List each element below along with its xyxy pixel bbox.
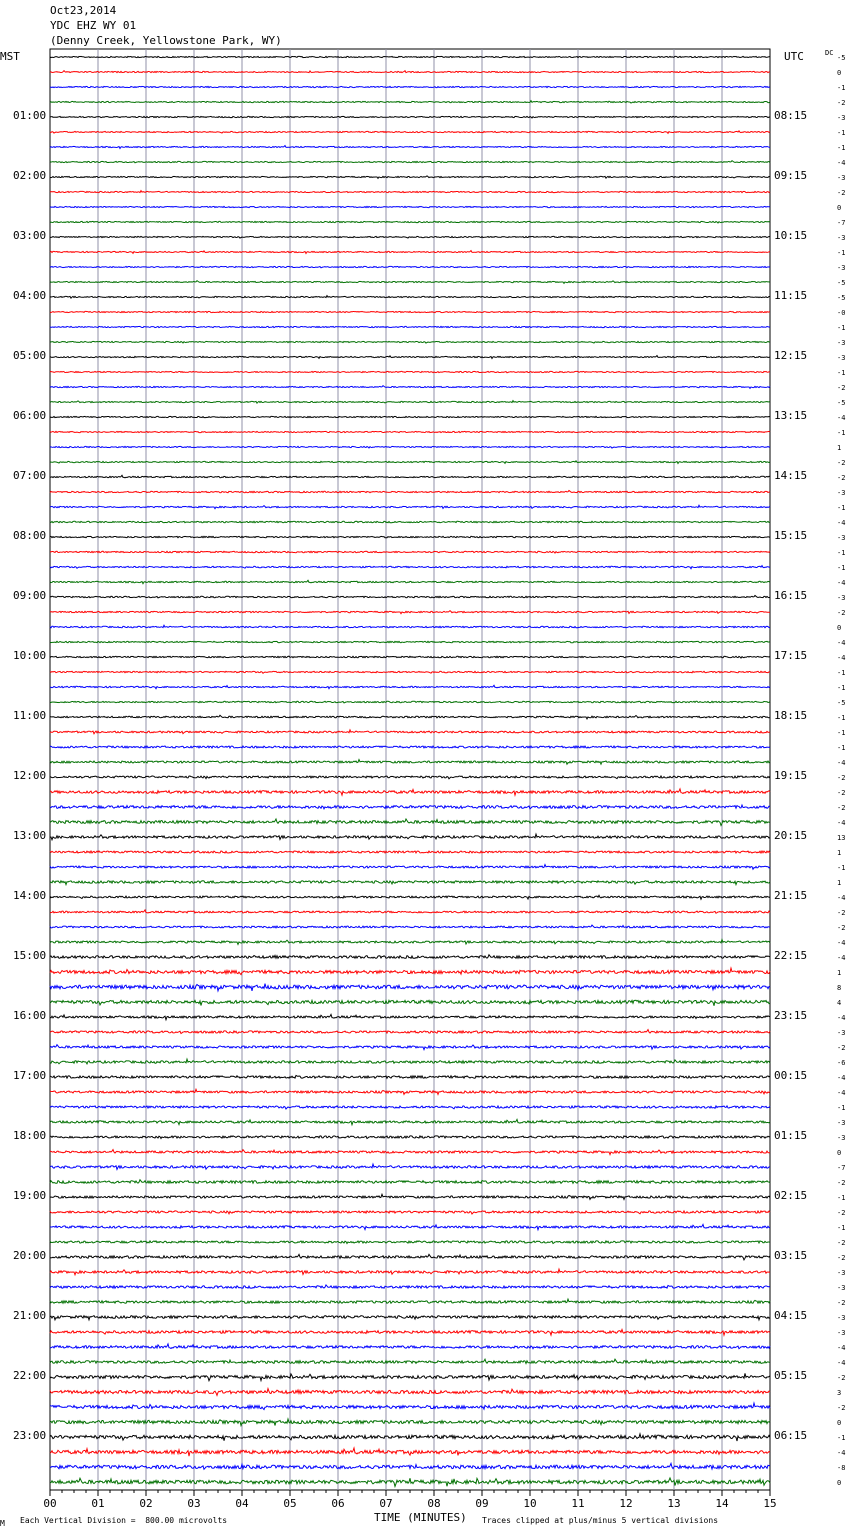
scale-note: Each Vertical Division = 800.00 microvolts [20, 1516, 228, 1525]
dc-offset-label: 1 [837, 444, 842, 452]
dc-offset-label: -5 [837, 294, 846, 302]
seismic-trace [50, 1059, 770, 1064]
x-tick-label: 15 [763, 1497, 777, 1510]
left-hour-label: 23:00 [13, 1429, 47, 1442]
seismic-trace [50, 116, 770, 118]
seismic-trace [50, 895, 770, 899]
dc-offset-label: -4 [837, 159, 846, 167]
dc-offset-label: -1 [837, 1224, 846, 1232]
x-tick-label: 01 [91, 1497, 105, 1510]
seismic-trace [50, 789, 770, 795]
seismic-trace [50, 1448, 770, 1456]
seismic-trace [50, 760, 770, 765]
seismic-trace [50, 1211, 770, 1214]
seismic-trace [50, 521, 770, 522]
dc-offset-label: -5 [837, 54, 846, 62]
seismic-trace [50, 1136, 770, 1139]
dc-offset-label: -1 [837, 369, 846, 377]
right-hour-label: 03:15 [774, 1249, 808, 1262]
seismic-trace [50, 625, 770, 627]
right-hour-label: 04:15 [774, 1309, 808, 1322]
dc-offset-label: -4 [837, 1344, 846, 1352]
seismic-trace [50, 296, 770, 299]
dc-offset-label: -1 [837, 744, 846, 752]
dc-offset-label: -2 [837, 384, 846, 392]
seismic-trace [50, 910, 770, 913]
seismic-trace [50, 1403, 770, 1410]
dc-offset-label: -4 [837, 954, 846, 962]
dc-offset-label: -2 [837, 1374, 846, 1382]
seismic-trace [50, 596, 770, 598]
left-timezone-label: MST [0, 50, 20, 63]
seismic-trace [50, 266, 770, 267]
dc-offset-label: 0 [837, 624, 842, 632]
seismic-trace [50, 191, 770, 193]
dc-offset-label: -1 [837, 549, 846, 557]
dc-offset-label: -2 [837, 789, 846, 797]
x-tick-label: 14 [715, 1497, 729, 1510]
seismic-trace [50, 386, 770, 389]
right-hour-label: 00:15 [774, 1069, 808, 1082]
right-hour-label: 21:15 [774, 889, 808, 902]
x-tick-label: 00 [43, 1497, 57, 1510]
dc-offset-label: -2 [837, 804, 846, 812]
seismic-trace [50, 1241, 770, 1244]
seismic-trace [50, 1164, 770, 1169]
seismic-trace [50, 491, 770, 493]
seismic-trace [50, 371, 770, 372]
dc-offset-label: -7 [837, 219, 846, 227]
right-hour-label: 01:15 [774, 1129, 808, 1142]
seismic-trace [50, 221, 770, 223]
seismic-trace [50, 1089, 770, 1094]
right-hour-label: 22:15 [774, 949, 808, 962]
dc-offset-label: -2 [837, 924, 846, 932]
left-hour-label: 15:00 [13, 949, 47, 962]
seismic-trace [50, 461, 770, 464]
right-hour-label: 08:15 [774, 109, 808, 122]
seismic-trace [50, 1180, 770, 1184]
dc-offset-label: -2 [837, 1179, 846, 1187]
dc-offset-label: -8 [837, 1464, 846, 1472]
right-hour-label: 11:15 [774, 289, 808, 302]
x-tick-label: 08 [427, 1497, 441, 1510]
seismic-trace [50, 1150, 770, 1155]
dc-offset-label: -3 [837, 1329, 846, 1337]
right-hour-label: 05:15 [774, 1369, 808, 1382]
seismic-trace [50, 311, 770, 312]
seismic-trace [50, 1106, 770, 1109]
dc-offset-label: -0 [837, 309, 846, 317]
seismic-trace [50, 834, 770, 840]
seismic-trace [50, 1434, 770, 1441]
plot-frame [50, 49, 770, 1490]
right-hour-label: 15:15 [774, 529, 808, 542]
seismic-trace [50, 984, 770, 991]
dc-offset-label: -2 [837, 774, 846, 782]
dc-offset-label: -2 [837, 189, 846, 197]
right-hour-label: 18:15 [774, 709, 808, 722]
seismic-trace [50, 746, 770, 748]
dc-offset-label: -4 [837, 519, 846, 527]
x-tick-label: 07 [379, 1497, 393, 1510]
left-hour-label: 06:00 [13, 409, 47, 422]
x-tick-label: 10 [523, 1497, 537, 1510]
x-tick-label: 06 [331, 1497, 345, 1510]
seismic-trace [50, 101, 770, 103]
dc-offset-label: -3 [837, 1284, 846, 1292]
dc-offset-label: -2 [837, 99, 846, 107]
dc-offset-label: -4 [837, 1089, 846, 1097]
left-hour-label: 13:00 [13, 829, 47, 842]
seismic-trace [50, 776, 770, 779]
seismic-trace [50, 1389, 770, 1396]
seismic-trace [50, 176, 770, 179]
dc-offset-label: -5 [837, 399, 846, 407]
seismic-trace [50, 356, 770, 359]
seismic-trace [50, 1030, 770, 1034]
seismic-trace [50, 851, 770, 853]
seismic-trace [50, 251, 770, 254]
seismic-trace [50, 505, 770, 508]
dc-offset-label: -4 [837, 894, 846, 902]
x-tick-label: 11 [571, 1497, 585, 1510]
seismic-trace [50, 1478, 770, 1487]
left-hour-label: 12:00 [13, 769, 47, 782]
dc-offset-label: -4 [837, 1014, 846, 1022]
seismic-trace [50, 925, 770, 928]
footer-left-mark: M [0, 1519, 5, 1528]
station-id: YDC EHZ WY 01 [50, 19, 137, 32]
dc-offset-label: -3 [837, 234, 846, 242]
seismic-trace [50, 416, 770, 417]
dc-offset-label: -2 [837, 459, 846, 467]
right-hour-label: 06:15 [774, 1429, 808, 1442]
seismic-trace [50, 865, 770, 870]
dc-offset-label: -5 [837, 279, 846, 287]
right-timezone-label: UTC [784, 50, 804, 63]
seismic-trace [50, 326, 770, 327]
dc-offset-label: -1 [837, 729, 846, 737]
right-hour-label: 09:15 [774, 169, 808, 182]
seismic-trace [50, 431, 770, 432]
left-hour-label: 16:00 [13, 1009, 47, 1022]
seismic-trace [50, 1344, 770, 1349]
dc-offset-label: -2 [837, 1299, 846, 1307]
dc-offset-label: -3 [837, 1134, 846, 1142]
seismic-trace [50, 446, 770, 448]
seismic-trace [50, 1076, 770, 1079]
seismic-trace [50, 1316, 770, 1320]
x-tick-label: 05 [283, 1497, 297, 1510]
seismic-trace [50, 161, 770, 163]
right-hour-label: 10:15 [774, 229, 808, 242]
left-hour-label: 10:00 [13, 649, 47, 662]
seismic-trace [50, 206, 770, 207]
left-hour-label: 08:00 [13, 529, 47, 542]
right-hour-label: 19:15 [774, 769, 808, 782]
dc-offset-label: 3 [837, 1389, 842, 1397]
dc-offset-label: 1 [837, 879, 842, 887]
left-hour-label: 14:00 [13, 889, 47, 902]
dc-offset-label: -3 [837, 594, 846, 602]
dc-offset-label: -1 [837, 324, 846, 332]
dc-offset-label: -5 [837, 699, 846, 707]
dc-offset-label: -4 [837, 654, 846, 662]
dc-header-label: DC [825, 49, 834, 57]
dc-offset-label: 4 [837, 999, 842, 1007]
dc-offset-label: 1 [837, 969, 842, 977]
seismic-trace [50, 701, 770, 703]
dc-offset-label: -3 [837, 1269, 846, 1277]
seismic-trace [50, 1330, 770, 1336]
clip-note: Traces clipped at plus/minus 5 vertical divisions [482, 1516, 719, 1525]
seismic-trace [50, 580, 770, 583]
dc-offset-label: -2 [837, 909, 846, 917]
dc-offset-label: -1 [837, 714, 846, 722]
seismic-trace [50, 1269, 770, 1275]
dc-offset-label: 8 [837, 984, 842, 992]
dc-offset-label: -2 [837, 1404, 846, 1412]
dc-offset-label: -1 [837, 684, 846, 692]
seismic-trace [50, 1463, 770, 1469]
seismic-trace [50, 1285, 770, 1288]
left-hour-label: 09:00 [13, 589, 47, 602]
dc-offset-label: -1 [837, 429, 846, 437]
seismic-trace [50, 968, 770, 975]
dc-offset-label: -3 [837, 1029, 846, 1037]
seismic-trace [50, 940, 770, 945]
dc-offset-label: -4 [837, 1359, 846, 1367]
seismic-trace [50, 56, 770, 57]
seismic-trace [50, 131, 770, 134]
seismic-trace [50, 536, 770, 537]
seismic-trace [50, 955, 770, 959]
x-tick-label: 04 [235, 1497, 249, 1510]
seismic-trace [50, 1000, 770, 1006]
seismic-trace [50, 475, 770, 478]
dc-offset-label: 0 [837, 1419, 842, 1427]
seismic-trace [50, 685, 770, 688]
left-hour-label: 11:00 [13, 709, 47, 722]
dc-offset-label: -4 [837, 579, 846, 587]
left-hour-label: 17:00 [13, 1069, 47, 1082]
dc-offset-label: -2 [837, 609, 846, 617]
seismic-trace [50, 1373, 770, 1380]
dc-offset-label: -3 [837, 1314, 846, 1322]
x-tick-label: 13 [667, 1497, 681, 1510]
seismic-trace [50, 1359, 770, 1363]
dc-offset-label: -1 [837, 1194, 846, 1202]
dc-offset-label: -1 [837, 249, 846, 257]
dc-offset-label: -1 [837, 84, 846, 92]
seismic-trace [50, 1224, 770, 1229]
seismic-trace [50, 671, 770, 673]
seismic-trace [50, 656, 770, 658]
left-hour-label: 19:00 [13, 1189, 47, 1202]
seismic-trace [50, 71, 770, 73]
dc-offset-label: -4 [837, 1449, 846, 1457]
left-hour-label: 21:00 [13, 1309, 47, 1322]
left-hour-label: 03:00 [13, 229, 47, 242]
dc-offset-label: -1 [837, 564, 846, 572]
x-tick-label: 03 [187, 1497, 201, 1510]
seismic-trace [50, 805, 770, 809]
left-hour-label: 18:00 [13, 1129, 47, 1142]
dc-offset-label: -3 [837, 174, 846, 182]
seismic-trace [50, 1014, 770, 1019]
dc-offset-label: -4 [837, 639, 846, 647]
dc-offset-label: -4 [837, 939, 846, 947]
dc-offset-label: -1 [837, 864, 846, 872]
x-axis-label: TIME (MINUTES) [374, 1511, 467, 1524]
seismic-trace [50, 281, 770, 284]
right-hour-label: 17:15 [774, 649, 808, 662]
dc-offset-label: -3 [837, 114, 846, 122]
dc-offset-label: -1 [837, 1104, 846, 1112]
dc-offset-label: -2 [837, 1239, 846, 1247]
dc-offset-label: 0 [837, 69, 842, 77]
dc-offset-label: -7 [837, 1164, 846, 1172]
dc-offset-label: -2 [837, 474, 846, 482]
left-hour-label: 07:00 [13, 469, 47, 482]
seismic-trace [50, 1119, 770, 1124]
seismic-trace [50, 1045, 770, 1050]
dc-offset-label: -1 [837, 504, 846, 512]
dc-offset-label: -3 [837, 339, 846, 347]
dc-offset-label: -1 [837, 1434, 846, 1442]
seismic-trace [50, 146, 770, 149]
dc-offset-label: -3 [837, 534, 846, 542]
right-hour-label: 16:15 [774, 589, 808, 602]
seismic-trace [50, 86, 770, 87]
dc-offset-label: -4 [837, 819, 846, 827]
dc-offset-label: -2 [837, 1254, 846, 1262]
right-hour-label: 13:15 [774, 409, 808, 422]
left-hour-label: 05:00 [13, 349, 47, 362]
left-hour-label: 01:00 [13, 109, 47, 122]
dc-offset-label: 13 [837, 834, 846, 842]
left-hour-label: 02:00 [13, 169, 47, 182]
seismic-trace [50, 341, 770, 343]
seismic-trace [50, 1299, 770, 1303]
seismic-trace [50, 236, 770, 238]
left-hour-label: 04:00 [13, 289, 47, 302]
dc-offset-label: -3 [837, 1119, 846, 1127]
seismic-trace [50, 819, 770, 825]
right-hour-label: 02:15 [774, 1189, 808, 1202]
seismic-trace [50, 566, 770, 569]
left-hour-label: 22:00 [13, 1369, 47, 1382]
dc-offset-label: -1 [837, 129, 846, 137]
seismic-trace [50, 401, 770, 404]
dc-offset-label: -4 [837, 1074, 846, 1082]
x-tick-label: 09 [475, 1497, 489, 1510]
seismic-trace [50, 730, 770, 734]
dc-offset-label: -6 [837, 1059, 846, 1067]
seismic-trace [50, 1254, 770, 1260]
left-hour-label: 20:00 [13, 1249, 47, 1262]
dc-offset-label: -4 [837, 414, 846, 422]
seismic-trace [50, 881, 770, 885]
dc-offset-label: -1 [837, 669, 846, 677]
dc-offset-label: 0 [837, 1149, 842, 1157]
dc-offset-label: -2 [837, 1209, 846, 1217]
dc-offset-label: 1 [837, 849, 842, 857]
dc-offset-label: -1 [837, 144, 846, 152]
right-hour-label: 20:15 [774, 829, 808, 842]
right-hour-label: 14:15 [774, 469, 808, 482]
seismic-trace [50, 641, 770, 642]
station-location: (Denny Creek, Yellowstone Park, WY) [50, 34, 282, 47]
seismic-trace [50, 611, 770, 614]
dc-offset-label: -4 [837, 759, 846, 767]
dc-offset-label: 0 [837, 204, 842, 212]
dc-offset-label: -3 [837, 489, 846, 497]
x-tick-label: 12 [619, 1497, 633, 1510]
seismic-trace [50, 715, 770, 719]
seismic-trace [50, 1419, 770, 1426]
right-hour-label: 12:15 [774, 349, 808, 362]
right-hour-label: 23:15 [774, 1009, 808, 1022]
plot-date: Oct23,2014 [50, 4, 117, 17]
seismic-trace [50, 551, 770, 553]
seismic-trace [50, 1194, 770, 1199]
dc-offset-label: -3 [837, 354, 846, 362]
dc-offset-label: -2 [837, 1044, 846, 1052]
x-tick-label: 02 [139, 1497, 153, 1510]
dc-offset-label: -3 [837, 264, 846, 272]
dc-offset-label: 0 [837, 1479, 842, 1487]
